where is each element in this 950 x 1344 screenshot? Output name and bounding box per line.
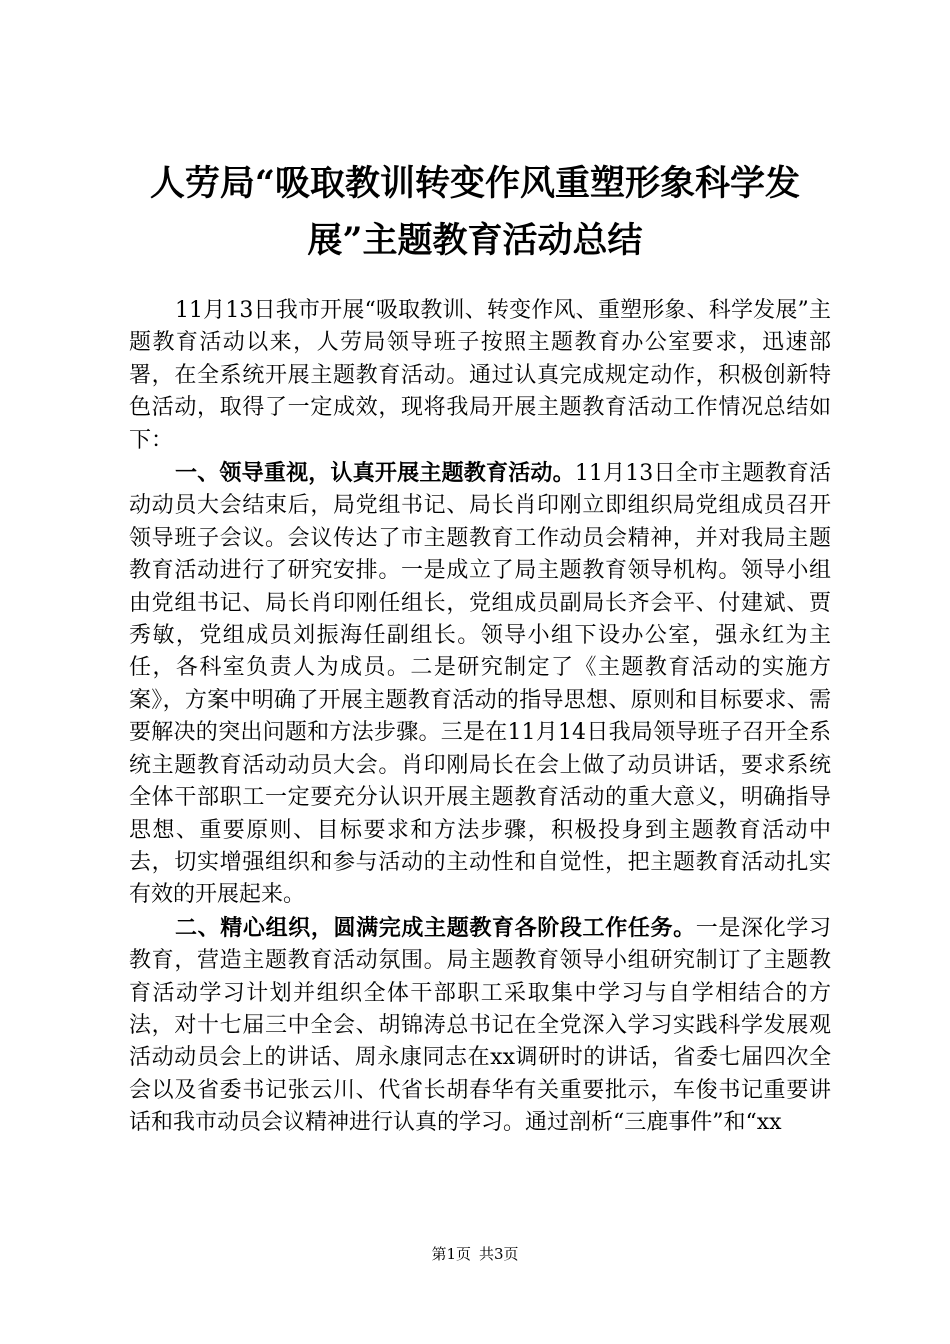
document-body [129, 294, 831, 1140]
paragraph-intro [129, 294, 831, 457]
page-footer [0, 1244, 950, 1264]
paragraph-text: 一是深化学习教育，营造主题教育活动氛围。局主题教育领导小组研究制订了主题教育活动学习计划并组织全体干部职工采取集中学习与自学相结合的方法，对十七届三中全会、胡锦涛总书记在全党深入学习实践科学发展观活动动员会上的讲话、周永康同志在xx调研时的讲话，省委七届四次全会以及省委书记张云川、代省长胡春华有关重要批示，车俊书记重要讲话和我市动员会议精神进行认真的学习。通过剖析“三鹿事件”和“xx [129, 915, 831, 1136]
document-title: 人劳局“吸取教训转变作风重塑形象科学发展”主题教育活动总结 [149, 163, 801, 261]
paragraph-heading: 二、精心组织，圆满完成主题教育各阶段工作任务。 [175, 914, 696, 941]
paragraph-section-2 [129, 912, 831, 1140]
paragraph-text: 11月13日全市主题教育活动动员大会结束后，局党组书记、局长肖印刚立即组织局党组成员召开领导班子会议。会议传达了市主题教育工作动员会精神，并对我局主题教育活动进行了研究安排。一是成立了局主题教育领导机构。领导小组由党组书记、局长肖印刚任组长，党组成员副局长齐会平、付建斌、贾秀敏，党组成员刘振海任副组长。领导小组下设办公室，强永红为主任，各科室负责人为成员。二是研究制定了《主题教育活动的实施方案》，方案中明确了开展主题教育活动的指导思想、原则和目标要求、需要解决的突出问题和方法步骤。三是在11月14日我局领导班子召开全系统主题教育活动动员大会。肖印刚局长在会上做了动员讲话，要求系统全体干部职工一定要充分认识开展主题教育活动的重大意义，明确指导思想、重要原则、目标要求和方法步骤，积极投身到主题教育活动中去，切实增强组织和参与活动的主动性和自觉性，把主题教育活动扎实有效的开展起来。 [129, 461, 831, 908]
paragraph-heading: 一、领导重视，认真开展主题教育活动。 [175, 460, 575, 487]
paragraph-section-1 [129, 457, 831, 912]
page-total: 共3页 [479, 1245, 519, 1263]
page-number: 第1页 [431, 1245, 471, 1263]
paragraph-text: 11月13日我市开展“吸取教训、转变作风、重塑形象、科学发展”主题教育活动以来，人劳局领导班子按照主题教育办公室要求，迅速部署，在全系统开展主题教育活动。通过认真完成规定动作，积极创新特色活动，取得了一定成效，现将我局开展主题教育活动工作情况总结如下： [129, 298, 831, 453]
